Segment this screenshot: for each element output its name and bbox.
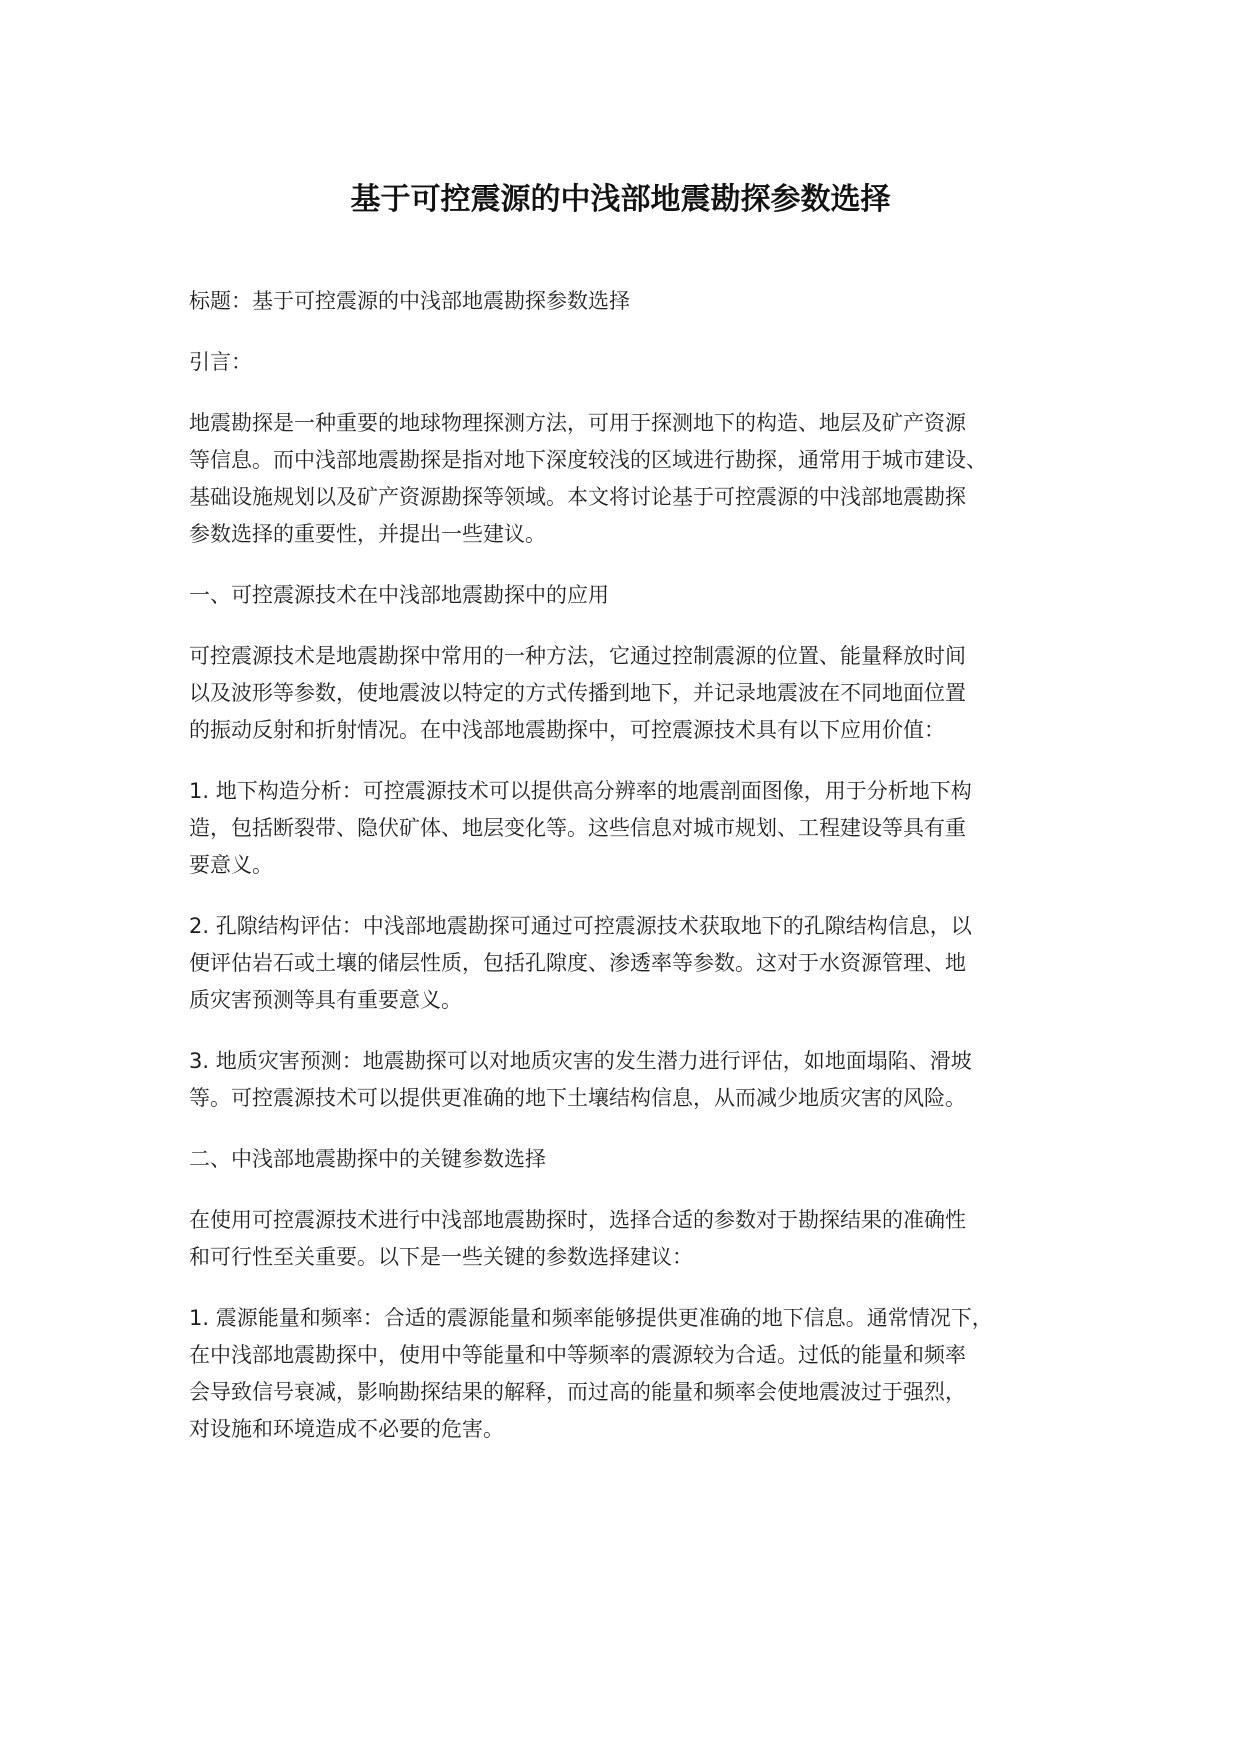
list-item-source-energy: 1. 震源能量和频率：合适的震源能量和频率能够提供更准确的地下信息。通常情况下， 在中浅部地震勘探中，使用中等能量和中等频率的震源较为合适。过低的能量和频率 会导致信号衰减，影响勘探结果的解释，而过高的能量和频率会使地震波过于强烈， 对设施和环境造成不必要的危害。 xyxy=(189,1306,993,1441)
section-heading-2: 二、中浅部地震勘探中的关键参数选择 xyxy=(189,1147,546,1171)
list-item-pore-structure: 2. 孔隙结构评估：中浅部地震勘探可通过可控震源技术获取地下的孔隙结构信息，以 便评估岩石或土壤的储层性质，包括孔隙度、渗透率等参数。这对于水资源管理、地 质灾害预测等具有重要意义。 xyxy=(189,914,972,1012)
document-title: 基于可控震源的中浅部地震勘探参数选择 xyxy=(350,182,891,217)
paragraph-section2-body: 在使用可控震源技术进行中浅部地震勘探时，选择合适的参数对于勘探结果的准确性 和可行性至关重要。以下是一些关键的参数选择建议： xyxy=(189,1208,966,1269)
paragraph-heading-label: 标题：基于可控震源的中浅部地震勘探参数选择 xyxy=(189,289,630,313)
list-item-structure-analysis: 1. 地下构造分析：可控震源技术可以提供高分辨率的地震剖面图像，用于分析地下构 造，包括断裂带、隐伏矿体、地层变化等。这些信息对城市规划、工程建设等具有重 要意义。 xyxy=(189,779,972,877)
section-heading-1: 一、可控震源技术在中浅部地震勘探中的应用 xyxy=(189,583,609,607)
list-item-hazard-prediction: 3. 地质灾害预测：地震勘探可以对地质灾害的发生潜力进行评估，如地面塌陷、滑坡 等。可控震源技术可以提供更准确的地下土壤结构信息，从而减少地质灾害的风险。 xyxy=(189,1049,972,1110)
paragraph-intro-label: 引言： xyxy=(189,350,252,374)
paragraph-intro-body: 地震勘探是一种重要的地球物理探测方法，可用于探测地下的构造、地层及矿产资源 等信息。而中浅部地震勘探是指对地下深度较浅的区域进行勘探，通常用于城市建设、 基础设施规划以及矿产资源勘探等领域。本文将讨论基于可控震源的中浅部地震勘探 参数选择的重要性，并提出一些建议。 xyxy=(189,411,987,546)
paragraph-section1-body: 可控震源技术是地震勘探中常用的一种方法，它通过控制震源的位置、能量释放时间 以及波形等参数，使地震波以特定的方式传播到地下，并记录地震波在不同地面位置 的振动反射和折射情况。在中浅部地震勘探中，可控震源技术具有以下应用价值： xyxy=(189,644,966,742)
document-body xyxy=(189,283,1089,1472)
